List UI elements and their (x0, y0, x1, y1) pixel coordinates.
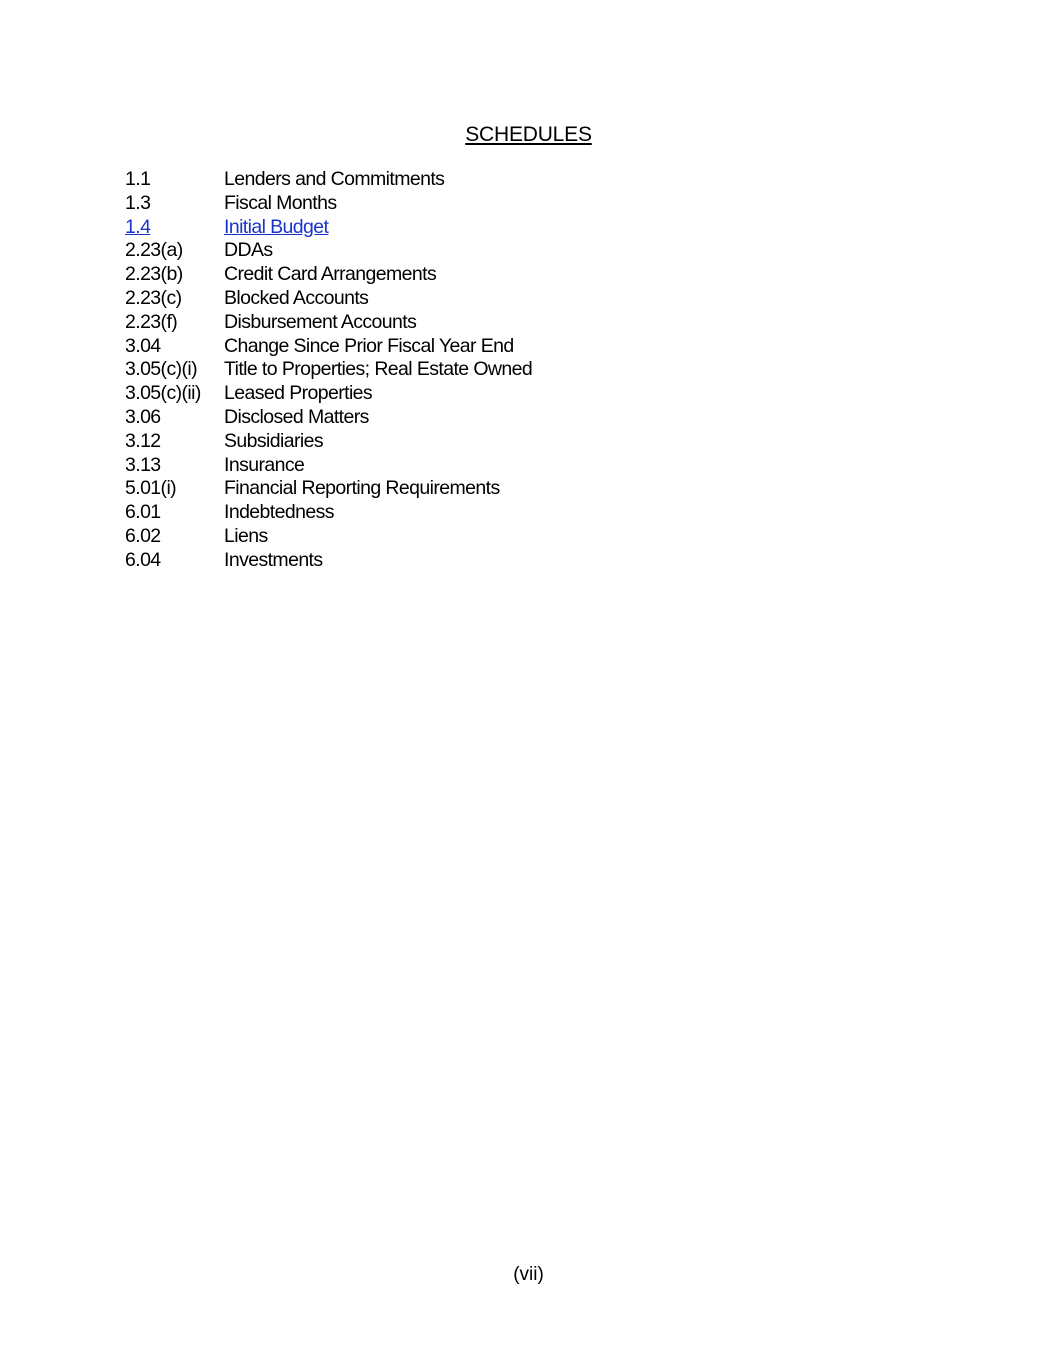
schedule-row-6-02 (125, 525, 532, 549)
schedule-number: 3.13 (125, 453, 161, 476)
schedule-number: 3.06 (125, 405, 161, 428)
schedule-title: Indebtedness (224, 501, 334, 524)
schedule-title: Credit Card Arrangements (224, 263, 437, 286)
schedule-title: Lenders and Commitments (224, 168, 445, 190)
schedule-row-1-1 (125, 168, 532, 192)
page-title: SCHEDULES (465, 123, 592, 146)
schedule-number: 2.23(b) (125, 263, 183, 286)
schedule-row-2-23-c (125, 287, 532, 311)
schedule-number: 1.1 (125, 168, 151, 190)
schedule-row-3-06 (125, 406, 532, 430)
schedule-number-link[interactable]: 1.4 (125, 215, 151, 238)
schedule-row-3-13 (125, 454, 532, 478)
schedule-number: 3.05(c)(i) (125, 358, 198, 381)
schedule-row-6-04 (125, 549, 532, 573)
schedule-number: 1.3 (125, 191, 151, 214)
schedule-row-2-23-f (125, 311, 532, 335)
schedule-row-3-04 (125, 335, 532, 359)
page-number: (vii) (513, 1264, 544, 1285)
schedule-number: 5.01(i) (125, 477, 177, 500)
schedule-title: Fiscal Months (224, 191, 337, 214)
schedule-title: Disbursement Accounts (224, 310, 417, 333)
schedule-title: Disclosed Matters (224, 405, 369, 428)
schedule-row-2-23-b (125, 263, 532, 287)
schedule-number: 6.01 (125, 501, 161, 524)
schedule-row-3-12 (125, 430, 532, 454)
schedule-title: Liens (224, 524, 268, 547)
schedule-title: Blocked Accounts (224, 286, 369, 309)
schedule-row-2-23-a (125, 239, 532, 263)
schedule-title: Title to Properties; Real Estate Owned (224, 358, 533, 381)
schedule-number: 2.23(c) (125, 286, 182, 309)
schedule-number: 3.05(c)(ii) (125, 382, 201, 405)
schedule-title: Subsidiaries (224, 429, 324, 452)
schedule-title: DDAs (224, 239, 273, 262)
schedule-list (125, 168, 532, 573)
schedule-title: Financial Reporting Requirements (224, 477, 500, 500)
schedule-row-3-05-c-ii (125, 382, 532, 406)
schedule-title: Change Since Prior Fiscal Year End (224, 334, 514, 357)
schedule-title: Leased Properties (224, 382, 373, 405)
schedule-title-link[interactable]: Initial Budget (224, 215, 329, 238)
schedule-number: 2.23(f) (125, 310, 178, 333)
schedule-title: Investments (224, 548, 323, 571)
schedule-row-3-05-c-i (125, 358, 532, 382)
schedule-number: 3.12 (125, 429, 161, 452)
schedule-number: 6.04 (125, 548, 161, 571)
schedule-row-5-01-i (125, 477, 532, 501)
schedule-row-6-01 (125, 501, 532, 525)
schedule-number: 2.23(a) (125, 239, 183, 262)
schedule-number: 6.02 (125, 524, 161, 547)
schedule-row-1-3 (125, 192, 532, 216)
schedule-link-initial-budget[interactable] (125, 216, 532, 240)
schedule-title: Insurance (224, 453, 305, 476)
schedule-number: 3.04 (125, 334, 161, 357)
